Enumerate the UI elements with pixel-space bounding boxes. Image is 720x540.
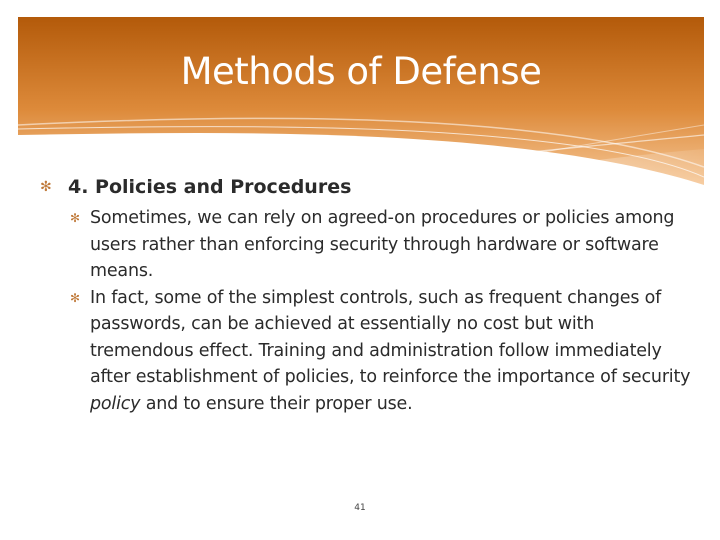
title-banner [18,17,704,192]
star-bullet-icon: ✻ [40,179,52,195]
bullet-main-text: 4. Policies and Procedures [68,176,352,198]
slide-content [40,174,700,417]
banner-graphic [18,17,704,192]
sub-bullet-emphasis: policy [90,393,141,414]
star-bullet-icon: ✻ [70,290,80,305]
sub-bullet-text: Sometimes, we can rely on agreed-on procedures or policies among users rather than enforcing security through hardware or software means. [90,208,675,281]
sub-bullet [70,285,700,418]
page-number: 41 [354,503,366,513]
slide-title: Methods of Defense [180,50,542,93]
sub-bullet-text-after: and to ensure their proper use. [140,393,413,414]
sub-bullet-text-before: In fact, some of the simplest controls, such as frequent changes of passwords, can be achieved at essentially no cost but with tremendous effect. Training and administration follow immediately after establishment of policies, to reinforce the importance of security [90,287,691,387]
sub-bullet [70,205,700,285]
bullet-main [40,174,700,200]
star-bullet-icon: ✻ [70,211,80,225]
